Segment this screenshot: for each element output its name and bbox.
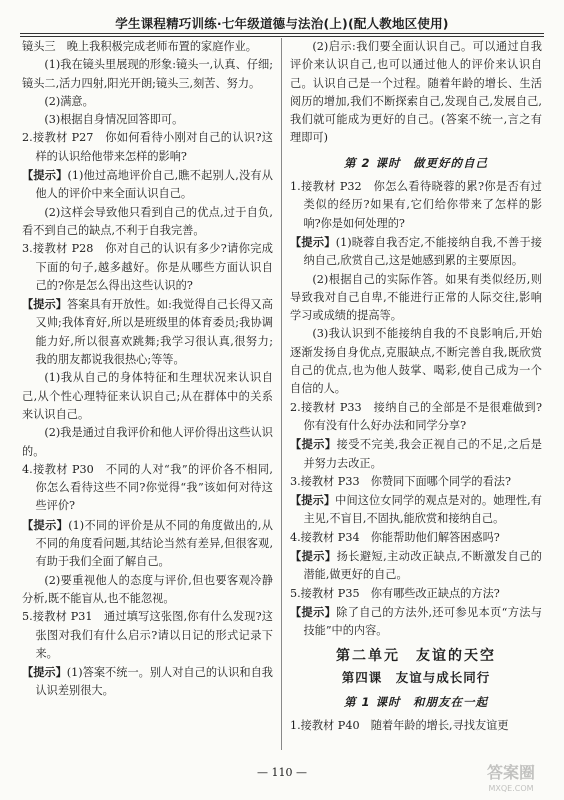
paragraph: 镜头三 晚上我积极完成老师布置的家庭作业。 <box>22 40 257 53</box>
hint-paragraph <box>22 166 273 204</box>
answer-paragraph: (2)满意。 <box>44 94 94 108</box>
question-item: 1.接教材 P40 随着年龄的增长,寻找友谊更 <box>290 719 509 733</box>
hint-paragraph <box>290 547 542 585</box>
hint-text: 除了自己的方法外,还可参见本页“方法与技能”中的内容。 <box>303 605 542 638</box>
hint-paragraph <box>22 516 273 572</box>
answer-paragraph: (1)我从自己的身体特征和生理状况来认识自己,从个性心理特征来认识自己;从在群体中的关系来认识自己。 <box>22 371 273 421</box>
question-item: 2.接教材 P33 接纳自己的全部是不是很难做到?你有没有什么好办法和同学分享? <box>290 400 542 432</box>
hint-label: 【提示】 <box>22 517 69 532</box>
question-item: 3.接教材 P28 你对自己的认识有多少?请你完成下面的句子,越多越好。你是从哪些方面认识自己的?你是怎么得出这些认识的? <box>22 242 273 292</box>
page-number: — 110 — <box>257 766 307 779</box>
question-item: 4.接教材 P30 不同的人对“我”的评价各不相同,你怎么看待这些不同?你觉得“我”该如何对待这些评价? <box>22 462 273 513</box>
question-item: 5.接教材 P31 通过填写这张图,你有什么发现?这张图对我们有什么启示?请以日记的形式记录下来。 <box>22 610 273 660</box>
question-item: 1.接教材 P32 你怎么看待晓蓉的累?你是否有过类似的经历?如果有,它们给你带来了怎样的影响?你是如何处理的? <box>290 180 542 230</box>
hint-text: 扬长避短,主动改正缺点,不断激发自己的潜能,做更好的自己。 <box>303 550 542 582</box>
question-item: 5.接教材 P35 你有哪些改正缺点的方法? <box>290 586 500 600</box>
answer-paragraph: (1)我在镜头里展现的形象:镜头一,认真、仔细;镜头二,活力四射,阳光开朗;镜头三,刻苦、努力。 <box>22 58 273 90</box>
answer-paragraph: (3)根据自身情况回答即可。 <box>44 113 184 127</box>
hint-paragraph <box>290 233 542 271</box>
hint-text: 中间这位女同学的观点是对的。她理性,有主见,不盲目,不固执,能欣赏和接纳自己。 <box>303 494 542 526</box>
answer-paragraph: (3)我认识到不能接纳自我的不良影响后,开始逐渐发扬自身优点,克服缺点,不断完善自我,既欣赏自己的优点,也为他人鼓掌、喝彩,使自己成为一个自信的人。 <box>290 327 542 396</box>
hint-label: 【提示】 <box>290 437 337 452</box>
left-column <box>22 38 273 701</box>
hint-paragraph <box>22 663 273 701</box>
hint-label: 【提示】 <box>22 297 67 312</box>
hint-label: 【提示】 <box>290 604 337 619</box>
hint-text: (1)他过高地评价自己,瞧不起别人,没有从他人的评价中来全面认识自己。 <box>35 169 273 201</box>
question-item: 3.接教材 P33 你赞同下面哪个同学的看法? <box>290 474 511 488</box>
page-header: 学生课程精巧训练·七年级道德与法治(上)(配人教地区使用) <box>115 16 449 31</box>
hint-text: (1)晓蓉自我否定,不能接纳自我,不善于接纳自己,欣赏自己,这是她感到累的主要原因。 <box>303 235 542 268</box>
chapter-heading: 第四课 友谊与成长同行 <box>341 669 491 685</box>
answer-paragraph: (2)启示:我们要全面认识自己。可以通过自我评价来认识自己,也可以通过他人的评价来认识自己。认识自己是一个过程。随着年龄的增长、生活阅历的增加,我们不断探索自己,发现自己,发展自己,我们就可能成为更好的自己。(答案不统一,言之有理即可) <box>290 40 542 145</box>
hint-label: 【提示】 <box>22 168 68 183</box>
hint-paragraph <box>290 435 542 473</box>
answer-paragraph: (2)根据自己的实际作答。如果有类似经历,则导致我对自己自卑,不能进行正常的人际交往,影响学习或成绩的提高等。 <box>290 272 542 323</box>
hint-paragraph <box>290 603 542 641</box>
answer-paragraph: (2)我是通过自我评价和他人评价得出这些认识的。 <box>22 426 273 458</box>
lesson-heading: 第 1 课时 和朋友在一起 <box>343 695 488 710</box>
hint-label: 【提示】 <box>290 234 336 249</box>
question-item: 2.接教材 P27 你如何看待小刚对自己的认识?这样的认识给他带来怎样的影响? <box>22 131 273 163</box>
watermark-logo <box>468 760 554 794</box>
column-divider <box>281 38 282 750</box>
lesson-heading: 第 2 课时 做更好的自己 <box>343 155 488 170</box>
answer-paragraph: (2)这样会导致他只看到自己的优点,过于自负,看不到自己的缺点,不利于自我完善。 <box>22 205 273 237</box>
hint-text: 答案具有开放性。如:我觉得自己长得又高又帅;我体育好,所以是班级里的体育委员;我协调能力好,所以很喜欢跳舞;我学习很认真,很努力;我的朋友都说我很热心;等等。 <box>35 298 273 367</box>
hint-text: 接受不完美,我会正视自己的不足,之后是并努力去改正。 <box>303 438 542 470</box>
hint-paragraph <box>22 295 273 369</box>
right-column <box>290 38 542 736</box>
answer-paragraph: (2)要重视他人的态度与评价,但也要客观冷静分析,既不能盲从,也不能忽视。 <box>22 573 273 605</box>
question-item: 4.接教材 P34 你能帮助他们解答困惑吗? <box>290 530 500 544</box>
hint-label: 【提示】 <box>290 493 336 508</box>
hint-label: 【提示】 <box>22 665 67 680</box>
hint-text: (1)答案不统一。别人对自己的认识和自我认识差别很大。 <box>35 666 273 698</box>
watermark-text: 答案圈 <box>486 763 536 782</box>
watermark-sub: MXQE.COM <box>488 784 534 793</box>
hint-label: 【提示】 <box>290 549 337 564</box>
header-rule <box>20 33 544 37</box>
hint-text: (1)不同的评价是从不同的角度做出的,从不同的角度看问题,其结论当然有差异,但很客观,有助于我们全面了解自己。 <box>35 518 273 569</box>
unit-heading: 第二单元 友谊的天空 <box>336 647 496 664</box>
hint-paragraph <box>290 491 542 529</box>
